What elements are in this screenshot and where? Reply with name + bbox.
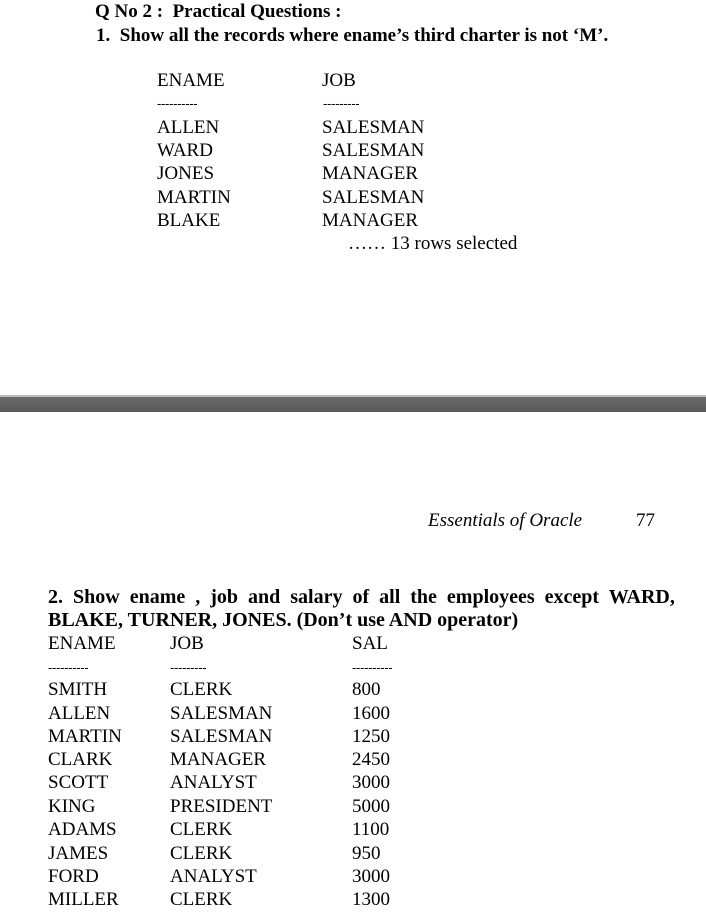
q2-header-sal: SAL [352,633,388,654]
q1-header-job: JOB [322,70,356,91]
q2-cell-ename: CLARK [48,749,113,770]
q1-cell-ename: JONES [157,163,215,184]
question-2-line-2: BLAKE, TURNER, JONES. (Don’t use AND operator) [48,609,519,631]
page-number: 77 [636,510,655,531]
q2-cell-sal: 3000 [352,772,390,793]
q1-cell-ename: WARD [157,140,213,161]
q2-cell-sal: 800 [352,679,381,700]
q1-cell-job: MANAGER [322,210,419,231]
q2-cell-job: CLERK [170,843,233,864]
q2-cell-job: SALESMAN [170,703,273,724]
q2-dash-ename: ---------- [48,660,89,675]
q1-cell-ename: BLAKE [157,210,221,231]
q2-cell-sal: 1250 [352,726,390,747]
q2-cell-ename: SCOTT [48,772,109,793]
q2-cell-ename: JAMES [48,843,109,864]
section-title: Q No 2 : Practical Questions : [95,1,342,22]
q2-header-ename: ENAME [48,633,116,654]
q2-cell-ename: MARTIN [48,726,122,747]
q1-cell-job: MANAGER [322,163,419,184]
q2-cell-sal: 1100 [352,819,390,840]
q1-header-ename: ENAME [157,70,225,91]
page-divider [0,395,706,412]
q2-cell-ename: ALLEN [48,703,111,724]
q1-dash-job: --------- [323,96,360,111]
q2-cell-sal: 1300 [352,889,390,910]
q2-cell-ename: FORD [48,866,99,887]
question-2-line-1: 2. Show ename , job and salary of all the employees except WARD, [48,586,675,608]
q1-cell-ename: MARTIN [157,187,231,208]
q2-cell-sal: 3000 [352,866,390,887]
q1-dash-ename: ---------- [157,96,198,111]
q1-row-count: …… 13 rows selected [348,233,518,254]
q2-cell-job: SALESMAN [170,726,273,747]
question-1-text: 1. Show all the records where ename’s third charter is not ‘M’. [96,25,609,46]
q1-cell-job: SALESMAN [322,187,425,208]
q2-dash-job: --------- [170,660,207,675]
q2-cell-job: ANALYST [170,772,257,793]
q1-cell-job: SALESMAN [322,140,425,161]
q1-cell-job: SALESMAN [322,117,425,138]
q2-cell-sal: 950 [352,843,381,864]
q2-cell-job: PRESIDENT [170,796,273,817]
q2-cell-sal: 2450 [352,749,390,770]
q2-cell-job: CLERK [170,889,233,910]
q2-cell-ename: KING [48,796,96,817]
book-title: Essentials of Oracle [428,510,583,531]
q2-cell-sal: 5000 [352,796,390,817]
q2-cell-ename: SMITH [48,679,108,700]
q2-header-job: JOB [170,633,204,654]
q2-cell-ename: MILLER [48,889,119,910]
q2-cell-job: CLERK [170,679,233,700]
q2-cell-ename: ADAMS [48,819,117,840]
q2-cell-job: CLERK [170,819,233,840]
q2-dash-sal: ---------- [352,660,393,675]
q2-cell-job: MANAGER [170,749,267,770]
q2-cell-job: ANALYST [170,866,257,887]
q1-cell-ename: ALLEN [157,117,220,138]
q2-cell-sal: 1600 [352,703,390,724]
